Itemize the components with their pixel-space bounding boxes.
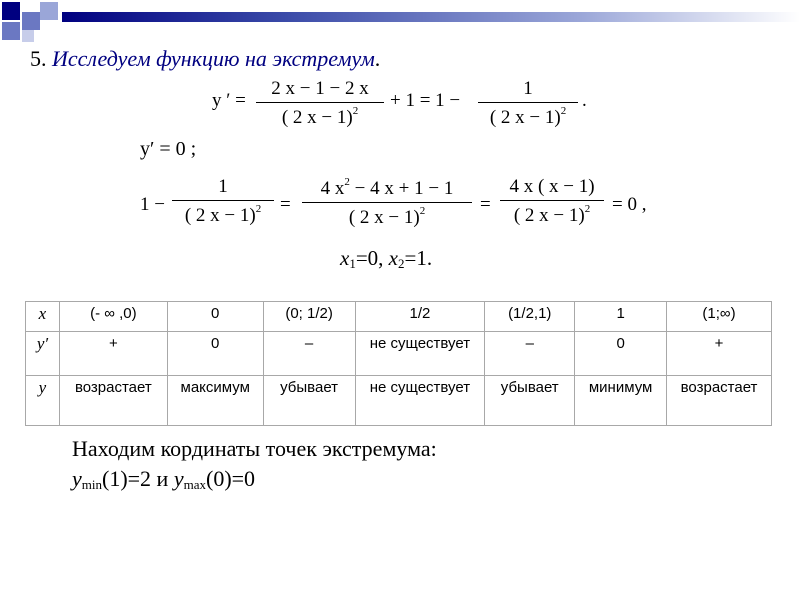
fraction-denominator [302, 203, 472, 229]
numerator-part: 4 x [320, 178, 345, 199]
decor-square [40, 2, 58, 20]
table-cell: не существует [355, 376, 485, 426]
extremum-values [72, 464, 437, 500]
denominator-text: ( 2 x − 1) [281, 107, 353, 128]
derivative-end: . [582, 90, 587, 111]
equals-sign: = [280, 194, 291, 215]
table-cell: y [26, 376, 60, 426]
exponent: 2 [255, 203, 262, 215]
table-cell: минимум [575, 376, 667, 426]
numerator-part: − 4 x + 1 − 1 [354, 178, 454, 199]
table-cell: 0 [575, 332, 667, 376]
denominator-text: ( 2 x − 1) [348, 207, 420, 228]
root-subscript: 1 [349, 256, 356, 271]
root-value: =1. [404, 246, 433, 270]
table-cell: (- ∞ ,0) [59, 302, 167, 332]
table-cell: максимум [167, 376, 263, 426]
table-row-function [26, 376, 772, 426]
equation-fraction-1 [172, 176, 274, 227]
decor-square [2, 22, 20, 40]
table-row-derivative [26, 332, 772, 376]
equation-fraction-2 [302, 176, 472, 229]
root-value: =0, [355, 246, 384, 270]
extremum-value: (1)=2 и [102, 466, 169, 491]
table-cell: 0 [167, 302, 263, 332]
exponent: 2 [584, 203, 591, 215]
table-row-x [26, 302, 772, 332]
equation-lead: 1 − [140, 194, 165, 215]
fraction-numerator [302, 176, 472, 202]
extremum-variable: y [72, 466, 82, 491]
derivative-fraction-2 [478, 78, 578, 129]
exponent: 2 [560, 105, 567, 117]
root-variable: x [340, 246, 350, 270]
decor-square [2, 2, 20, 20]
derivative-fraction-1 [256, 78, 384, 129]
decor-square [22, 12, 40, 30]
equation-fraction-3 [500, 176, 604, 227]
derivative-middle: + 1 = 1 − [390, 90, 461, 111]
table-cell: x [26, 302, 60, 332]
table-cell: + [59, 332, 167, 376]
table-cell: + [667, 332, 772, 376]
conclusion-line: Находим кординаты точек экстремума: [72, 436, 437, 461]
critical-points [340, 246, 432, 272]
heading-period: . [374, 46, 381, 71]
sign-table [25, 301, 772, 426]
table-cell: убывает [485, 376, 575, 426]
fraction-numerator: 4 x ( x − 1) [509, 176, 595, 197]
table-cell: (0; 1/2) [263, 302, 355, 332]
derivative-lhs: y ′ = [212, 90, 246, 111]
decorative-header [0, 0, 800, 44]
table-cell: 1/2 [355, 302, 485, 332]
table-cell: – [263, 332, 355, 376]
fraction-denominator [478, 103, 578, 129]
fraction-numerator: 2 x − 1 − 2 x [271, 78, 369, 99]
extremum-value: (0)=0 [206, 466, 256, 491]
table-cell: 0 [167, 332, 263, 376]
denominator-text: ( 2 x − 1) [489, 107, 561, 128]
heading-number: 5. [30, 46, 47, 71]
extremum-variable: y [173, 466, 184, 491]
decor-square [22, 30, 34, 42]
extremum-subscript: min [81, 477, 102, 492]
table-cell: y′ [26, 332, 60, 376]
exponent: 2 [419, 205, 426, 217]
section-heading [30, 46, 380, 72]
extremum-subscript: max [183, 477, 206, 492]
table-cell: – [485, 332, 575, 376]
table-cell: (1/2,1) [485, 302, 575, 332]
fraction-denominator [500, 201, 604, 227]
equals-sign: = [480, 194, 491, 215]
table-cell: возрастает [667, 376, 772, 426]
decor-gradient-bar [62, 12, 800, 22]
denominator-text: ( 2 x − 1) [513, 205, 585, 226]
table-cell: возрастает [59, 376, 167, 426]
denominator-text: ( 2 x − 1) [184, 205, 256, 226]
exponent: 2 [352, 105, 359, 117]
table-cell: не существует [355, 332, 485, 376]
fraction-numerator: 1 [523, 78, 533, 99]
equation-tail: = 0 , [612, 194, 647, 215]
fraction-denominator [256, 103, 384, 129]
root-variable: x [388, 246, 398, 270]
table-cell: 1 [575, 302, 667, 332]
heading-text: Исследуем функцию на экстремум [52, 46, 375, 71]
table-cell: убывает [263, 376, 355, 426]
fraction-numerator: 1 [218, 176, 228, 197]
table-cell: (1;∞) [667, 302, 772, 332]
conclusion [72, 434, 437, 500]
exponent: 2 [344, 176, 350, 188]
fraction-denominator [172, 201, 274, 227]
zero-condition: y′ = 0 ; [140, 138, 197, 160]
root-subscript: 2 [398, 256, 405, 271]
